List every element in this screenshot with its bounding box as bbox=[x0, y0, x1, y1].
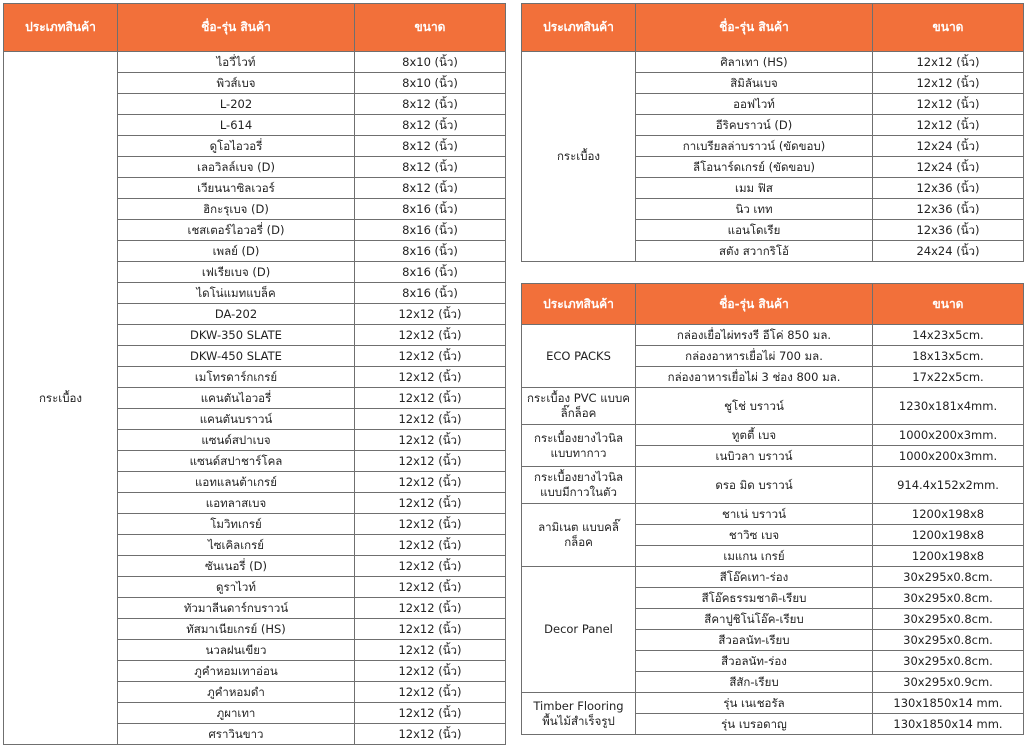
model-cell: ทัสมาเนียเกรย์ (HS) bbox=[118, 619, 355, 640]
size-cell: 8x10 (นิ้ว) bbox=[355, 73, 506, 94]
model-cell: ฮิกะรุเบจ (D) bbox=[118, 199, 355, 220]
model-cell: DA-202 bbox=[118, 304, 355, 325]
model-cell: ภูผาเทา bbox=[118, 703, 355, 724]
model-cell: กาเบรียลล่าบราวน์ (ขัดขอบ) bbox=[636, 136, 873, 157]
size-cell: 8x16 (นิ้ว) bbox=[355, 241, 506, 262]
model-cell: เวียนนาซิลเวอร์ bbox=[118, 178, 355, 199]
size-cell: 12x12 (นิ้ว) bbox=[355, 724, 506, 745]
size-cell: 17x22x5cm. bbox=[873, 367, 1024, 388]
size-cell: 12x12 (นิ้ว) bbox=[873, 73, 1024, 94]
size-cell: 12x12 (นิ้ว) bbox=[355, 367, 506, 388]
size-cell: 12x12 (นิ้ว) bbox=[355, 304, 506, 325]
size-cell: 1200x198x8 bbox=[873, 525, 1024, 546]
table-header-row bbox=[522, 4, 1024, 52]
table-row bbox=[522, 388, 1024, 425]
table-row bbox=[522, 467, 1024, 504]
size-cell: 12x12 (นิ้ว) bbox=[355, 514, 506, 535]
model-cell: แคนตันไอวอรี่ bbox=[118, 388, 355, 409]
model-cell: เฟเรียเบจ (D) bbox=[118, 262, 355, 283]
size-cell: 12x12 (นิ้ว) bbox=[355, 577, 506, 598]
model-cell: ดูโอไอวอรี่ bbox=[118, 136, 355, 157]
model-cell: สิมิลันเบจ bbox=[636, 73, 873, 94]
model-cell: แอนโดเรีย bbox=[636, 220, 873, 241]
model-cell: รุ่น เบรอดาญ bbox=[636, 714, 873, 735]
size-cell: 8x12 (นิ้ว) bbox=[355, 157, 506, 178]
model-cell: ภูคำหอมดำ bbox=[118, 682, 355, 703]
size-cell: 30x295x0.8cm. bbox=[873, 567, 1024, 588]
model-cell: แคนตันบราวน์ bbox=[118, 409, 355, 430]
size-cell: 12x12 (นิ้ว) bbox=[355, 451, 506, 472]
size-cell: 14x23x5cm. bbox=[873, 325, 1024, 346]
model-cell: DKW-450 SLATE bbox=[118, 346, 355, 367]
model-cell: เชสเตอร์ไอวอรี่ (D) bbox=[118, 220, 355, 241]
model-cell: ไซเคิลเกรย์ bbox=[118, 535, 355, 556]
header-size: ขนาด bbox=[873, 284, 1024, 325]
header-model: ชื่อ-รุ่น สินค้า bbox=[118, 4, 355, 52]
model-cell: ศิลาเทา (HS) bbox=[636, 52, 873, 73]
model-cell: อีริคบราวน์ (D) bbox=[636, 115, 873, 136]
size-cell: 12x12 (นิ้ว) bbox=[355, 409, 506, 430]
size-cell: 12x12 (นิ้ว) bbox=[873, 52, 1024, 73]
model-cell: ดรอ มิด บราวน์ bbox=[636, 467, 873, 504]
size-cell: 8x16 (นิ้ว) bbox=[355, 262, 506, 283]
header-size: ขนาด bbox=[873, 4, 1024, 52]
size-cell: 12x36 (นิ้ว) bbox=[873, 199, 1024, 220]
size-cell: 12x24 (นิ้ว) bbox=[873, 136, 1024, 157]
size-cell: 12x12 (นิ้ว) bbox=[355, 619, 506, 640]
model-cell: แซนด์สปาชาร์โคล bbox=[118, 451, 355, 472]
model-cell: เมแกน เกรย์ bbox=[636, 546, 873, 567]
table-row bbox=[4, 52, 506, 73]
size-cell: 12x12 (นิ้ว) bbox=[355, 346, 506, 367]
size-cell: 130x1850x14 mm. bbox=[873, 693, 1024, 714]
size-cell: 12x12 (นิ้ว) bbox=[355, 325, 506, 346]
category-cell: กระเบื้องยางไวนิล แบบมีกาวในตัว bbox=[522, 467, 636, 504]
table-row bbox=[522, 425, 1024, 446]
size-cell: 1200x198x8 bbox=[873, 504, 1024, 525]
table-header-row bbox=[522, 284, 1024, 325]
size-cell: 12x36 (นิ้ว) bbox=[873, 220, 1024, 241]
model-cell: ออฟไวท์ bbox=[636, 94, 873, 115]
size-cell: 30x295x0.8cm. bbox=[873, 609, 1024, 630]
model-cell: DKW-350 SLATE bbox=[118, 325, 355, 346]
size-cell: 1200x198x8 bbox=[873, 546, 1024, 567]
category-cell: Decor Panel bbox=[522, 567, 636, 693]
model-cell: L-614 bbox=[118, 115, 355, 136]
category-cell: ECO PACKS bbox=[522, 325, 636, 388]
size-cell: 12x12 (นิ้ว) bbox=[355, 598, 506, 619]
product-table-2 bbox=[521, 3, 1024, 262]
size-cell: 12x24 (นิ้ว) bbox=[873, 157, 1024, 178]
size-cell: 8x16 (นิ้ว) bbox=[355, 283, 506, 304]
size-cell: 30x295x0.8cm. bbox=[873, 630, 1024, 651]
model-cell: กล่องเยื่อไผ่ทรงรี อีโค่ 850 มล. bbox=[636, 325, 873, 346]
model-cell: สีสัก-เรียบ bbox=[636, 672, 873, 693]
model-cell: แอทลาสเบจ bbox=[118, 493, 355, 514]
model-cell: ไดโน่แมทแบล็ค bbox=[118, 283, 355, 304]
product-table-1 bbox=[3, 3, 506, 745]
model-cell: ศราวินขาว bbox=[118, 724, 355, 745]
model-cell: พิวส์เบจ bbox=[118, 73, 355, 94]
size-cell: 8x12 (นิ้ว) bbox=[355, 94, 506, 115]
category-cell: กระเบื้อง bbox=[522, 52, 636, 262]
table-row bbox=[522, 567, 1024, 588]
header-category: ประเภทสินค้า bbox=[522, 284, 636, 325]
size-cell: 30x295x0.8cm. bbox=[873, 651, 1024, 672]
size-cell: 12x12 (นิ้ว) bbox=[355, 661, 506, 682]
size-cell: 1000x200x3mm. bbox=[873, 446, 1024, 467]
model-cell: รุ่น เนเชอรัล bbox=[636, 693, 873, 714]
model-cell: แอทแลนต้าเกรย์ bbox=[118, 472, 355, 493]
header-model: ชื่อ-รุ่น สินค้า bbox=[636, 284, 873, 325]
size-cell: 12x12 (นิ้ว) bbox=[355, 703, 506, 724]
model-cell: สีวอลนัท-เรียบ bbox=[636, 630, 873, 651]
table-header-row bbox=[4, 4, 506, 52]
model-cell: โมวิทเกรย์ bbox=[118, 514, 355, 535]
model-cell: ภูคำหอมเทาอ่อน bbox=[118, 661, 355, 682]
model-cell: ชูโช่ บราวน์ bbox=[636, 388, 873, 425]
model-cell: ไอวี่ไวท์ bbox=[118, 52, 355, 73]
category-cell: Timber Flooring พื้นไม้สำเร็จรูป bbox=[522, 693, 636, 735]
model-cell: ชาเน่ บราวน์ bbox=[636, 504, 873, 525]
category-cell: กระเบื้อง bbox=[4, 52, 118, 745]
size-cell: 8x12 (นิ้ว) bbox=[355, 136, 506, 157]
model-cell: กล่องอาหารเยื่อไผ่ 3 ช่อง 800 มล. bbox=[636, 367, 873, 388]
size-cell: 12x12 (นิ้ว) bbox=[355, 388, 506, 409]
size-cell: 12x12 (นิ้ว) bbox=[355, 556, 506, 577]
model-cell: ทัวมาลีนดาร์กบราวน์ bbox=[118, 598, 355, 619]
size-cell: 914.4x152x2mm. bbox=[873, 467, 1024, 504]
size-cell: 8x16 (นิ้ว) bbox=[355, 220, 506, 241]
size-cell: 12x12 (นิ้ว) bbox=[873, 94, 1024, 115]
model-cell: เนบิวลา บราวน์ bbox=[636, 446, 873, 467]
model-cell: ทูตตี้ เบจ bbox=[636, 425, 873, 446]
size-cell: 8x10 (นิ้ว) bbox=[355, 52, 506, 73]
table-row bbox=[522, 693, 1024, 714]
size-cell: 130x1850x14 mm. bbox=[873, 714, 1024, 735]
model-cell: ชาวิซ เบจ bbox=[636, 525, 873, 546]
header-size: ขนาด bbox=[355, 4, 506, 52]
size-cell: 12x12 (นิ้ว) bbox=[355, 535, 506, 556]
category-cell: ลามิเนต แบบคลิ๊กล็อค bbox=[522, 504, 636, 567]
size-cell: 1230x181x4mm. bbox=[873, 388, 1024, 425]
size-cell: 8x12 (นิ้ว) bbox=[355, 115, 506, 136]
size-cell: 8x16 (นิ้ว) bbox=[355, 199, 506, 220]
size-cell: 24x24 (นิ้ว) bbox=[873, 241, 1024, 262]
size-cell: 12x12 (นิ้ว) bbox=[355, 472, 506, 493]
size-cell: 30x295x0.9cm. bbox=[873, 672, 1024, 693]
header-model: ชื่อ-รุ่น สินค้า bbox=[636, 4, 873, 52]
model-cell: สีคาปูชิโน่โอ๊ค-เรียบ bbox=[636, 609, 873, 630]
size-cell: 12x12 (นิ้ว) bbox=[355, 682, 506, 703]
model-cell: ซันเนอรี่ (D) bbox=[118, 556, 355, 577]
product-table-3 bbox=[521, 283, 1024, 735]
size-cell: 12x12 (นิ้ว) bbox=[355, 640, 506, 661]
size-cell: 12x12 (นิ้ว) bbox=[355, 493, 506, 514]
model-cell: เมโทรดาร์กเกรย์ bbox=[118, 367, 355, 388]
table-row bbox=[522, 504, 1024, 525]
size-cell: 12x12 (นิ้ว) bbox=[355, 430, 506, 451]
category-cell: กระเบื้อง PVC แบบคลิ๊กล็อค bbox=[522, 388, 636, 425]
model-cell: สีโอ๊คเทา-ร่อง bbox=[636, 567, 873, 588]
model-cell: สีวอลนัท-ร่อง bbox=[636, 651, 873, 672]
model-cell: เพลย์ (D) bbox=[118, 241, 355, 262]
size-cell: 18x13x5cm. bbox=[873, 346, 1024, 367]
size-cell: 12x12 (นิ้ว) bbox=[873, 115, 1024, 136]
model-cell: แซนด์สปาเบจ bbox=[118, 430, 355, 451]
size-cell: 30x295x0.8cm. bbox=[873, 588, 1024, 609]
header-category: ประเภทสินค้า bbox=[4, 4, 118, 52]
category-cell: กระเบื้องยางไวนิล แบบทากาว bbox=[522, 425, 636, 467]
model-cell: ดูราไวท์ bbox=[118, 577, 355, 598]
model-cell: L-202 bbox=[118, 94, 355, 115]
model-cell: กล่องอาหารเยื่อไผ่ 700 มล. bbox=[636, 346, 873, 367]
table-row bbox=[522, 52, 1024, 73]
model-cell: นิว เทท bbox=[636, 199, 873, 220]
model-cell: เลอวิลล์เบจ (D) bbox=[118, 157, 355, 178]
model-cell: ลีโอนาร์ดเกรย์ (ขัดขอบ) bbox=[636, 157, 873, 178]
model-cell: เมม ฟิส bbox=[636, 178, 873, 199]
header-category: ประเภทสินค้า bbox=[522, 4, 636, 52]
size-cell: 12x36 (นิ้ว) bbox=[873, 178, 1024, 199]
table-row bbox=[522, 325, 1024, 346]
model-cell: สีโอ๊คธรรมชาติ-เรียบ bbox=[636, 588, 873, 609]
size-cell: 8x12 (นิ้ว) bbox=[355, 178, 506, 199]
size-cell: 1000x200x3mm. bbox=[873, 425, 1024, 446]
model-cell: นวลฝนเขียว bbox=[118, 640, 355, 661]
model-cell: สตัง สวากริโอ้ bbox=[636, 241, 873, 262]
